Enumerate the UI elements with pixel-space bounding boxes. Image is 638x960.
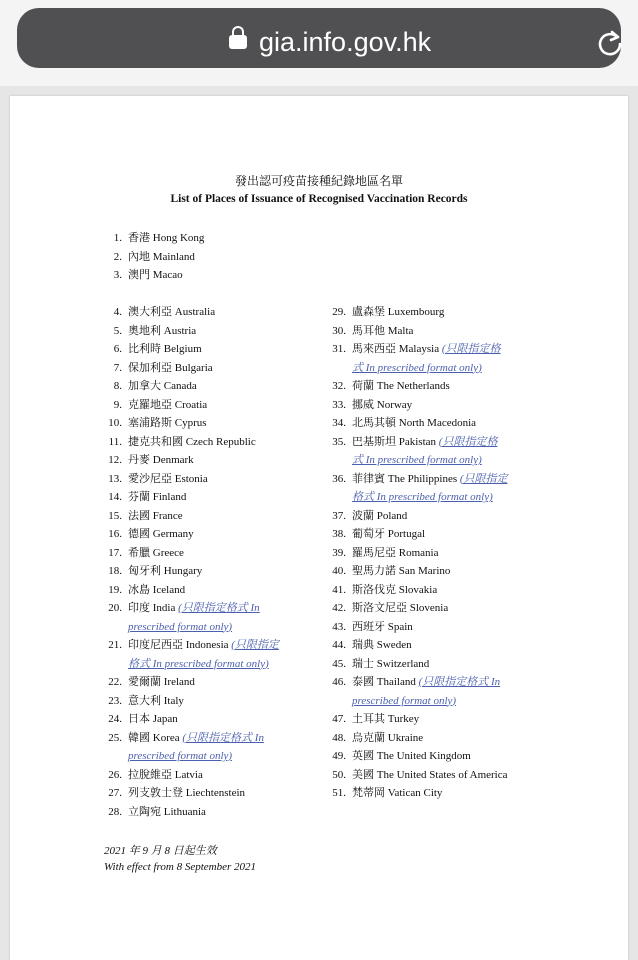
item-number: 25.	[108, 731, 122, 744]
place-text: 瑞士 Switzerland	[352, 657, 430, 670]
place-text: 波蘭 Poland	[352, 509, 408, 522]
item-number: 47.	[332, 713, 346, 725]
item-number: 44.	[332, 639, 346, 651]
place-text: 日本 Japan	[128, 713, 178, 725]
place-name	[352, 435, 497, 449]
place-text: 香港 Hong Kong	[128, 232, 205, 244]
place-text: 法國 France	[128, 509, 183, 522]
place-name	[128, 509, 183, 523]
place-text: 冰島 Iceland	[128, 583, 186, 596]
place-text: 澳門 Macao	[128, 269, 183, 281]
item-number: 30.	[332, 324, 346, 337]
prescribed-format-note-continued: 格式 In prescribed format only)	[128, 657, 269, 670]
place-name	[128, 601, 260, 615]
place-text: 美國 The United States of America	[352, 768, 508, 781]
prescribed-format-note: (只限指定格	[438, 435, 498, 448]
place-name	[352, 527, 425, 541]
place-text: 塞浦路斯 Cyprus	[128, 417, 207, 429]
place-name	[128, 324, 196, 338]
item-number: 28.	[108, 805, 122, 818]
place-name	[352, 342, 501, 356]
item-number: 3.	[113, 269, 122, 281]
item-number: 38.	[332, 528, 346, 540]
item-number: 22.	[108, 676, 122, 688]
place-name	[128, 416, 207, 430]
place-name	[352, 472, 508, 486]
reload-icon[interactable]	[595, 29, 625, 59]
place-text: 葡萄牙 Portugal	[352, 528, 426, 540]
place-text: 羅馬尼亞 Romania	[352, 546, 439, 559]
place-text: 北馬其頓 North Macedonia	[352, 417, 477, 429]
item-number: 20.	[108, 602, 122, 614]
place-text: 梵蒂岡 Vatican City	[352, 787, 443, 799]
place-name	[352, 324, 413, 338]
place-name	[128, 305, 215, 319]
item-number: 19.	[108, 583, 122, 596]
place-name	[352, 749, 471, 763]
place-text: 荷蘭 The Netherlands	[352, 380, 450, 392]
place-text: 澳大利亞 Australia	[128, 306, 216, 318]
place-name	[352, 731, 423, 745]
place-text: 瑞典 Sweden	[352, 639, 412, 651]
place-name	[352, 601, 448, 615]
place-text: 立陶宛 Lithuania	[128, 805, 206, 818]
place-name	[352, 657, 429, 671]
effective-date-chinese: 2021 年 9 月 8 日起生效	[104, 845, 217, 857]
prescribed-format-note-continued: 式 In prescribed format only)	[352, 361, 482, 374]
prescribed-format-note: (只限指定格式 In	[418, 676, 501, 688]
place-name	[352, 509, 407, 523]
place-name	[128, 731, 264, 745]
place-name	[128, 250, 195, 264]
document-page	[10, 96, 628, 960]
place-name	[128, 342, 202, 356]
place-text: 烏克蘭 Ukraine	[352, 731, 424, 744]
place-name	[128, 712, 178, 726]
place-name	[128, 805, 206, 819]
place-text: 聖馬力諾 San Marino	[352, 565, 451, 577]
place-text: 馬耳他 Malta	[352, 324, 414, 337]
item-number: 15.	[108, 509, 122, 522]
item-number: 4.	[113, 306, 122, 318]
item-number: 51.	[332, 787, 346, 799]
item-number: 10.	[108, 417, 122, 429]
place-name	[352, 675, 500, 689]
place-name	[352, 305, 444, 319]
place-name	[128, 583, 185, 597]
place-text: 匈牙利 Hungary	[128, 565, 203, 577]
place-text: 斯洛文尼亞 Slovenia	[352, 602, 449, 614]
place-text: 加拿大 Canada	[128, 380, 197, 392]
place-text: 丹麥 Denmark	[128, 454, 194, 466]
place-name	[352, 638, 412, 652]
place-name	[352, 786, 442, 800]
place-text: 土耳其 Turkey	[352, 713, 420, 725]
place-text: 英國 The United Kingdom	[352, 750, 471, 762]
place-text: 奧地利 Austria	[128, 324, 197, 337]
place-text: 斯洛伐克 Slovakia	[352, 583, 438, 596]
effective-date-english: With effect from 8 September 2021	[104, 861, 257, 873]
prescribed-format-note: (只限指定格	[441, 343, 501, 355]
item-number: 32.	[332, 380, 346, 392]
item-number: 7.	[113, 361, 122, 374]
place-name	[128, 768, 203, 782]
item-number: 45.	[332, 657, 346, 670]
item-number: 42.	[332, 602, 346, 614]
place-name	[128, 435, 256, 449]
place-name	[128, 231, 204, 245]
place-name	[352, 620, 413, 634]
item-number: 13.	[108, 472, 122, 485]
item-number: 36.	[332, 472, 346, 485]
document-title-english: List of Places of Issuance of Recognised Vaccination Records	[170, 193, 468, 205]
item-number: 46.	[332, 676, 346, 688]
address-bar[interactable]	[17, 8, 621, 68]
place-text: 巴基斯坦 Pakistan	[352, 435, 437, 448]
place-name	[128, 490, 186, 504]
prescribed-format-note-continued: prescribed format only)	[128, 750, 233, 762]
item-number: 27.	[108, 787, 122, 799]
item-number: 50.	[332, 768, 346, 781]
browser-toolbar	[0, 0, 638, 86]
place-name	[352, 398, 412, 412]
place-name	[352, 379, 450, 393]
place-name	[128, 361, 213, 375]
place-name	[128, 675, 195, 689]
place-text: 比利時 Belgium	[128, 343, 202, 355]
item-number: 24.	[108, 713, 122, 725]
place-text: 德國 Germany	[128, 528, 194, 540]
item-number: 21.	[108, 639, 122, 651]
item-number: 34.	[332, 417, 346, 429]
place-text: 韓國 Korea	[128, 731, 180, 744]
document-title-chinese: 發出認可疫苗接種紀錄地區名單	[234, 174, 403, 188]
place-text: 捷克共和國 Czech Republic	[128, 435, 256, 448]
place-text: 西班牙 Spain	[352, 620, 413, 633]
item-number: 31.	[332, 343, 346, 355]
prescribed-format-note-continued: prescribed format only)	[352, 694, 457, 707]
item-number: 14.	[108, 491, 122, 503]
place-text: 保加利亞 Bulgaria	[128, 361, 213, 374]
item-number: 39.	[332, 546, 346, 559]
place-name	[128, 268, 183, 282]
place-name	[128, 379, 197, 393]
item-number: 48.	[332, 731, 346, 744]
prescribed-format-note-continued: 式 In prescribed format only)	[352, 454, 482, 466]
place-text: 盧森堡 Luxembourg	[352, 306, 445, 318]
item-number: 1.	[113, 232, 122, 244]
item-number: 26.	[108, 768, 122, 781]
place-name	[352, 583, 437, 597]
place-name	[128, 638, 279, 652]
item-number: 35.	[332, 435, 346, 448]
item-number: 18.	[108, 565, 122, 577]
place-text: 芬蘭 Finland	[128, 491, 187, 503]
prescribed-format-note: (只限指定	[231, 639, 279, 651]
prescribed-format-note-continued: prescribed format only)	[128, 620, 233, 633]
item-number: 41.	[332, 583, 346, 596]
place-name	[128, 786, 245, 800]
prescribed-format-note: (只限指定格式 In	[182, 731, 264, 744]
url-text: gia.info.gov.hk	[259, 27, 432, 57]
place-text: 意大利 Italy	[128, 694, 184, 707]
place-text: 內地 Mainland	[128, 250, 195, 263]
item-number: 12.	[108, 454, 122, 466]
place-text: 希臘 Greece	[128, 546, 184, 559]
item-number: 2.	[113, 250, 122, 263]
item-number: 23.	[108, 694, 122, 707]
place-name	[352, 712, 419, 726]
place-text: 克羅地亞 Croatia	[128, 398, 208, 411]
place-name	[352, 416, 476, 430]
place-text: 菲律賓 The Philippines	[352, 472, 458, 485]
prescribed-format-note-continued: 格式 In prescribed format only)	[352, 491, 493, 503]
place-text: 挪威 Norway	[352, 398, 413, 411]
item-number: 8.	[113, 380, 122, 392]
place-text: 泰國 Thailand	[352, 676, 416, 688]
item-number: 33.	[332, 398, 346, 411]
place-text: 馬來西亞 Malaysia	[352, 343, 440, 355]
place-name	[128, 527, 194, 541]
prescribed-format-note: (只限指定格式 In	[178, 602, 260, 614]
item-number: 5.	[113, 324, 122, 337]
item-number: 11.	[108, 435, 122, 448]
item-number: 6.	[113, 343, 122, 355]
place-text: 印度尼西亞 Indonesia	[128, 639, 229, 651]
item-number: 9.	[113, 398, 122, 411]
place-text: 愛爾蘭 Ireland	[128, 676, 195, 688]
place-text: 拉脫維亞 Latvia	[128, 768, 203, 781]
place-name	[352, 768, 508, 782]
place-name	[352, 546, 438, 560]
place-name	[128, 472, 208, 486]
place-text: 愛沙尼亞 Estonia	[128, 472, 208, 485]
place-name	[128, 694, 184, 708]
place-text: 列支敦士登 Liechtenstein	[128, 787, 246, 799]
place-name	[128, 453, 194, 467]
item-number: 43.	[332, 620, 346, 633]
prescribed-format-note: (只限指定	[459, 472, 508, 485]
item-number: 40.	[332, 565, 346, 577]
place-name	[128, 398, 207, 412]
place-name	[128, 546, 184, 560]
lock-icon	[229, 35, 247, 49]
place-name	[128, 564, 202, 578]
item-number: 16.	[108, 528, 122, 540]
item-number: 17.	[108, 546, 122, 559]
place-text: 印度 India	[128, 602, 176, 614]
item-number: 37.	[332, 509, 346, 522]
item-number: 29.	[332, 306, 346, 318]
item-number: 49.	[332, 750, 346, 762]
place-name	[352, 564, 450, 578]
